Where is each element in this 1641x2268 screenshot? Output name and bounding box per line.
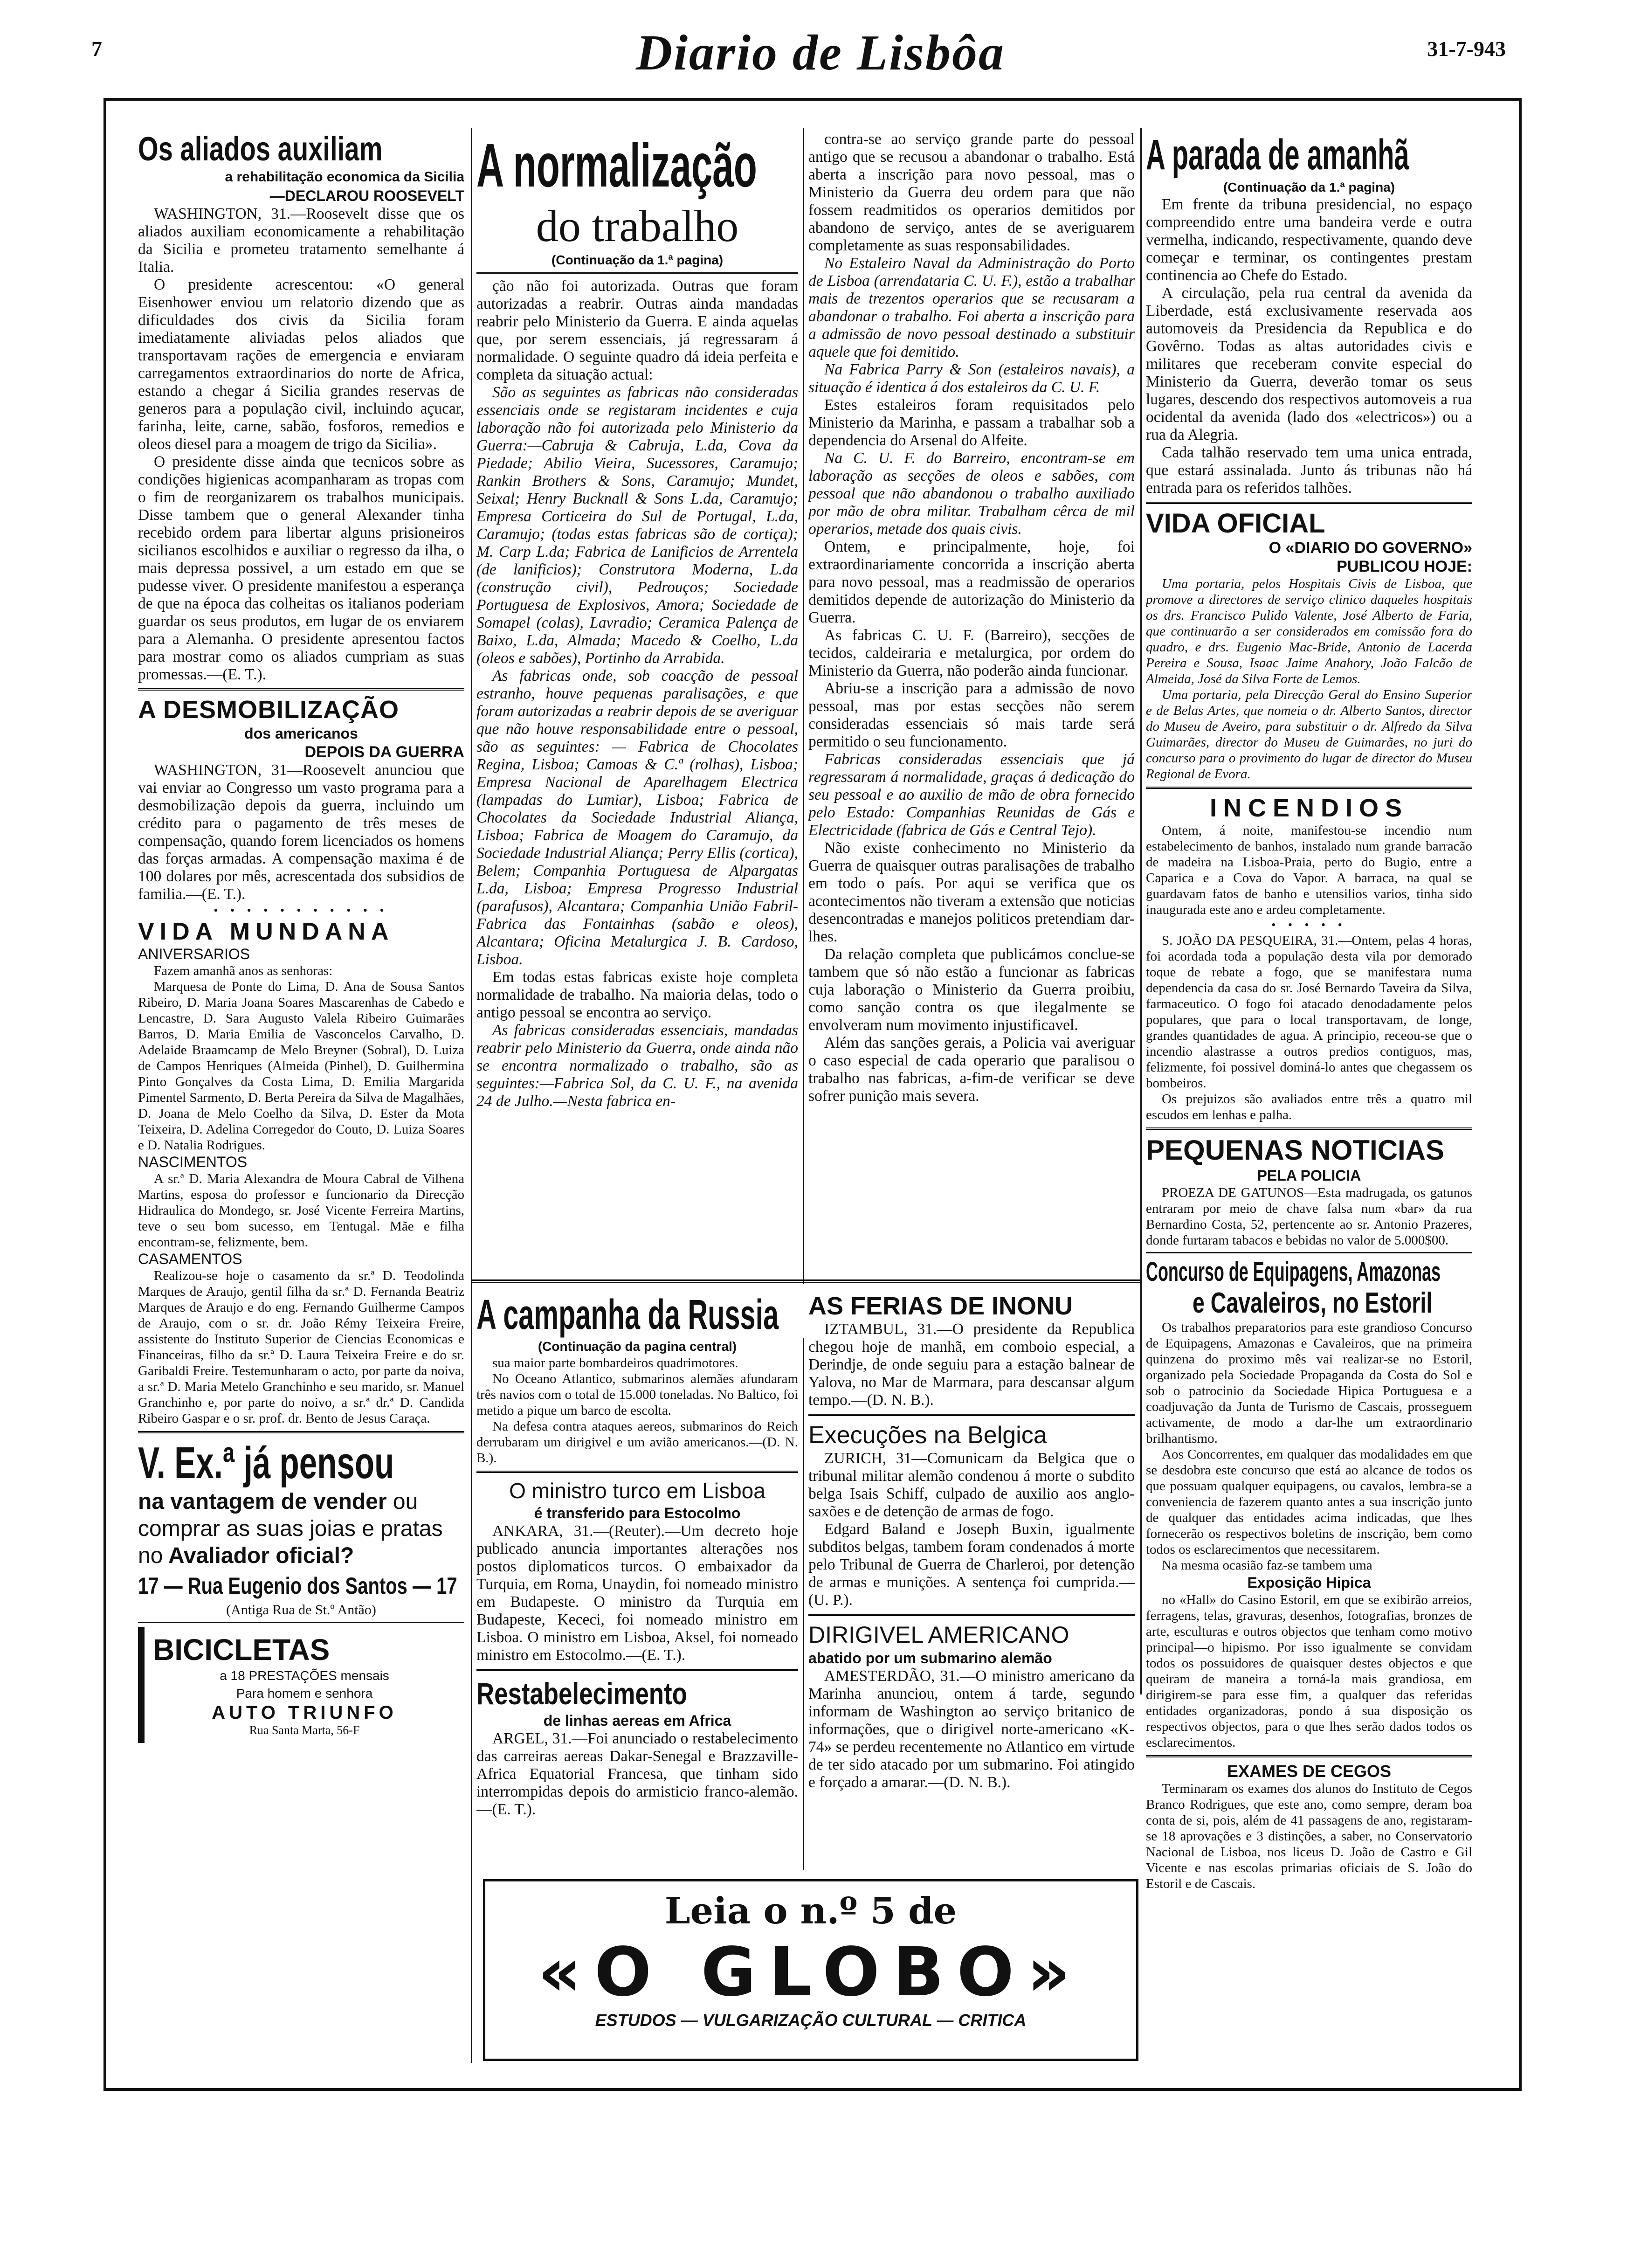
column-3-lower	[808, 1292, 1135, 1791]
ad-bicicletas-headline: BICICLETAS	[153, 1633, 330, 1666]
subhead-ministro-turco: é transferido para Estocolmo	[534, 1505, 741, 1521]
newspaper-title: Diario de Lisbôa	[636, 25, 1005, 81]
column-rule-3	[1140, 128, 1142, 1694]
paragraph: Na defesa contra ataques aereos, submarinos do Reich derrubaram um dirigivel e um avião americanos.—(D. N. B.).	[476, 1419, 798, 1466]
paragraph: AMESTERDÃO, 31.—O ministro americano da Marinha anunciou, ontem á tarde, segundo informam de Washington ao serviço britanico de informações, que o dirigivel norte-americano «K-74» se perdeu recentemente no Atlantico em virtude de ter sido atacado por um submarino. Foi atingido e forçado a amarar.—(D. N. B.).	[808, 1667, 1135, 1791]
paragraph: As fabricas consideradas essenciais, mandadas reabrir pelo Ministerio da Guerra, onde ainda não se encontra normalizado o trabalho, são as seguintes:—Fabrica Sol, da C. U. F., na avenida 24 de Julho.—Nesta fabrica en-	[476, 1022, 798, 1110]
article-parada	[1146, 131, 1472, 497]
article-concurso	[1146, 1257, 1472, 1750]
issue-date: 31-7-943	[1427, 37, 1506, 61]
paragraph: Da relação completa que publicámos conclue-se tambem que só não estão a funcionar as fabricas cuja laboração o Ministerio da Guerra proibiu, como sanção contra os que ilegalmente se envolveram num movimento injustificavel.	[808, 946, 1135, 1034]
headline-aliados: Os aliados auxiliam	[138, 131, 383, 168]
divider	[138, 1431, 464, 1433]
ad-bicicletas	[138, 1627, 464, 1743]
article-desmobilizacao	[138, 695, 464, 903]
ad-globo-title: «O GLOBO»	[538, 1933, 1083, 2011]
headline-normalizacao: A normalização	[476, 131, 757, 200]
article-inonu	[808, 1292, 1135, 1409]
paragraph: Uma portaria, pelos Hospitais Civis de Lisboa, que promove a directores de serviço clinico daqueles hospitais os drs. Francisco Pulido Valente, José Alberto de Faria, que continuarão a ser considerados em comissão fora do quadro, e drs. Eugenio Mac-Bride, Antonio de Lacerda Pereira e Sousa, Isaac Jaime Anahory, João Falcão de Almeida, José da Silva Forte de Lemos.	[1146, 576, 1472, 686]
paragraph: Aos Concorrentes, em qualquer das modalidades em que se desdobra este concurso que está ao alcance de todos os que possuam qualquer equipagens, ou cavalos, lembra-se a conveniencia de fazerem quanto antes a sua inscrição junto de qualquer das entidades acima indicadas, que lhes fornecerão os respectivos boletins de inscrição, bem como todos os esclarecimentos que necessitarem.	[1146, 1447, 1472, 1557]
ad-globo-line1: Leia o n.º 5 de	[664, 1890, 957, 1932]
divider-dots: • • • • •	[1271, 918, 1347, 932]
paragraph: Na mesma ocasião faz-se tambem uma	[1162, 1558, 1372, 1573]
paragraph: No Oceano Atlantico, submarinos alemães afundaram três navios com o total de 15.000 toneladas. No Baltico, foi metido a pique um barco de escolta.	[476, 1371, 798, 1418]
subhead-vida-oficial-1: O «DIARIO DO GOVERNO»	[1269, 539, 1472, 557]
paragraph: Na C. U. F. do Barreiro, encontram-se em laboração as secções de oleos e sabões, com pessoal que não abandonou o trabalho auxiliado por mão de obra militar. Trabalham cêrca de mil operarios, metade dos quais civis.	[808, 449, 1135, 538]
subhead-vida-oficial-2: PUBLICOU HOJE:	[1337, 558, 1472, 575]
headline-normalizacao-2: do trabalho	[536, 201, 739, 251]
paragraph: Uma portaria, pela Direcção Geral do Ensino Superior e de Belas Artes, que nomeia o dr. Alberto Santos, director do Museu de Aveiro, para substituir o dr. Alfredo da Silva Guimarães, director do Museu de Guimarães, no juri do concurso para o provimento do lugar de director do Museu Regional de Evora.	[1146, 687, 1472, 781]
divider	[1146, 787, 1472, 789]
headline-incendios: INCENDIOS	[1209, 794, 1409, 822]
divider	[1146, 1755, 1472, 1757]
band-divider	[471, 1279, 1140, 1283]
headline-concurso-1: Concurso de Equipagens, Amazonas	[1146, 1257, 1441, 1287]
divider	[1146, 1127, 1472, 1130]
article-restabelecimento	[476, 1676, 798, 1819]
column-4	[1146, 131, 1472, 1892]
divider	[1146, 1252, 1472, 1253]
subhead-desmobilizacao-1: dos americanos	[244, 725, 358, 742]
article-pequenas-noticias	[1146, 1134, 1472, 1248]
paragraph: Em frente da tribuna presidencial, no espaço compreendido entre uma bandeira verde e outra vermelha, indicando, respectivamente, quando deve começar e terminar, os contingentes prestam continencia ao Chefe do Estado.	[1146, 196, 1472, 284]
byline-aliados: —DECLAROU ROOSEVELT	[269, 187, 464, 204]
headline-ministro-turco: O ministro turco em Lisboa	[509, 1479, 765, 1503]
subhead-dirigivel: abatido por um submarino alemão	[808, 1650, 1052, 1666]
paragraph: Além das sanções gerais, a Policia vai averiguar o caso especial de cada operario que paralisou o trabalho nas fabricas, a-fim-de verificar se deve sofrer punição mais severa.	[808, 1034, 1135, 1105]
article-dirigivel	[808, 1621, 1135, 1791]
ad-avaliador-address: 17 — Rua Eugenio dos Santos — 17	[138, 1573, 457, 1599]
ad-avaliador-line2: comprar as suas joias e pratas no Avaliador oficial?	[138, 1516, 443, 1568]
ad-bicicletas-brand: AUTO TRIUNFO	[212, 1702, 397, 1723]
paragraph: Ontem, e principalmente, hoje, foi extraordinariamente concorrida a inscrição aberta para novo pessoal, mas a readmissão de operarios demitidos depende de autorização do Ministerio da Guerra.	[808, 538, 1135, 626]
headline-inonu: AS FERIAS DE INONU	[808, 1292, 1073, 1320]
paragraph: Edgard Baland e Joseph Buxin, igualmente subditos belgas, tambem foram condenados á morte pelo Tribunal de Guerra de Charleroi, por detenção de armas e munições. A sentença foi cumprida.—(U. P.).	[808, 1521, 1135, 1609]
paragraph: Ontem, á noite, manifestou-se incendio num estabelecimento de banhos, instalado num grande barracão de madeira na Lisboa-Praia, perto do Bugio, entre a Caparica e a Cova do Vapor. A barraca, na qual se guardavam fatos de banho e utensilios varios, tinha sido inaugurada este ano e ardeu completamente.	[1146, 823, 1472, 917]
article-aliados	[138, 131, 464, 684]
paragraph: Na Fabrica Parry & Son (estaleiros navais), a situação é identica á dos estaleiros da C. U. F.	[808, 361, 1135, 396]
divider	[808, 1614, 1135, 1616]
paragraph: As fabricas C. U. F. (Barreiro), secções de tecidos, caldeiraria e metalurgica, por ordem do Ministerio da Guerra, não poderão ainda funcionar.	[808, 627, 1135, 679]
paragraph: ção não foi autorizada. Outras que foram autorizadas a reabrir. Outras ainda mandadas reabrir pelo Ministerio da Guerra. E ainda aquelas que, por serem essenciais, já regressaram á normalidade. O seguinte quadro dá ideia perfeita e completa da situação actual:	[476, 277, 798, 383]
article-ministro-turco	[476, 1478, 798, 1664]
paragraph: As fabricas onde, sob coacção de pessoal estranho, houve pequenas paralisações, e que foram autorizadas a reabrir depois de se averiguar que não houve responsabilidade entre o pessoal, são as seguintes: — Fabrica de Chocolates Regina, Lisboa; Camoas & C.ª (rolhas), Lisboa; Empresa Nacional de Aparelhagem Electrica (lampadas do Lumiar), Lisboa; Fabrica de Chocolates da Sociedade Industrial Aliança, Lisboa; Fabrica de Moagem do Caramujo, da Sociedade Industrial Aliança; Perry Ellis (cortica), Belem; Companhia Portuguesa de Alpargatas L.da, Lisboa; Empresa Progresso Industrial (parafusos), Alcantara; Companhia União Fabril-Fabrica das Fontainhas (sabão e oleos), Alcantara; Oficina Metalurgica J. B. Cardoso, Lisboa.	[476, 667, 798, 968]
paragraph: WASHINGTON, 31—Roosevelt anunciou que vai enviar ao Congresso um vasto programa para a desmobilização depois da guerra, incluindo um crédito para o pagamento de três meses de compensação, quando forem licenciados os homens das forças armadas. A compensação maxima é de 100 dolares por mês, acrescentada dos subsidios de familia.—(E. T.).	[138, 761, 464, 903]
column-3	[808, 131, 1135, 1105]
headline-russia: A campanha da Russia	[476, 1292, 779, 1338]
section-casamentos: CASAMENTOS	[138, 1251, 242, 1267]
column-rule-2	[803, 128, 804, 1284]
column-1	[138, 131, 464, 1743]
paragraph: Estes estaleiros foram requisitados pelo Ministerio da Marinha, e passam a trabalhar sob a dependencia do Arsenal do Alfeite.	[808, 396, 1135, 449]
divider	[1146, 502, 1472, 504]
article-russia	[476, 1292, 798, 1466]
paragraph: S. JOÃO DA PESQUEIRA, 31.—Ontem, pelas 4 horas, foi acordada toda a população desta vila por demorado toque de rebate a fogo, que se manifestara numa dependencia da casa do sr. José Bernardo Taveira da Silva, farmaceutico. O fogo foi atacado denodadamente pelos populares, que para o local transportavam, de longe, grandes quantidades de agua. A principio, receou-se que o incendio alastrasse a outros predios contiguos, mas, felizmente, foi possivel dominá-lo antes que chegassem os bombeiros.	[1146, 933, 1472, 1091]
article-normalizacao-cont	[808, 131, 1135, 1105]
article-vida-oficial	[1146, 509, 1472, 782]
headline-restabelecimento: Restabelecimento	[476, 1676, 687, 1711]
subhead-restabelecimento: de linhas aereas em Africa	[543, 1712, 731, 1729]
ad-o-globo	[483, 1879, 1138, 2061]
paragraph: Cada talhão reservado tem uma unica entrada, que estará assinalada. Junto ás tribunas não há entrada para os referidos talhões.	[1146, 444, 1472, 497]
section-aniversarios: ANIVERSARIOS	[138, 946, 250, 962]
paragraph: Os trabalhos preparatorios para este grandioso Concurso de Equipagens, Amazonas e Cavaleiros, que na primeira quinzena do proximo mês vai realizar-se no Estoril, organizado pela Sociedade Propaganda da Costa do Sol e sob o patrocinio da Sociedade Hipica Portuguesa e a coadjuvação da Junta de Turismo de Cascais, prosseguem activamente, de modo a dar-lhe um extraordinario brilhantismo.	[1146, 1320, 1472, 1446]
page-number: 7	[91, 37, 102, 61]
subhead-aliados: a rehabilitação economica da Sicilia	[225, 169, 464, 185]
paragraph: ANKARA, 31.—(Reuter).—Um decreto hoje publicado anuncia importantes alterações nos postos diplomaticos turcos. O embaixador da Turquia, em Roma, Unaydin, foi nomeado ministro em Budapeste. O ministro da Turquia em Budapeste, Kececi, foi nomeado ministro em Lisboa. O ministro em Lisboa, Aksel, foi nomeado ministro em Estocolmo.—(E. T.).	[476, 1522, 798, 1664]
paragraph: sua maior parte bombardeiros quadrimotores.	[492, 1355, 738, 1370]
headline-exames-cegos: EXAMES DE CEGOS	[1227, 1762, 1392, 1781]
ad-avaliador-address-note: (Antiga Rua de St.º Antão)	[226, 1602, 376, 1618]
paragraph: contra-se ao serviço grande parte do pessoal antigo que se recusou a abandonar o trabalho. Está aberta a inscrição para novo pessoal, mas o Ministerio da Guerra deu ordem para que não fossem readmitidos os operarios demitidos por abandono de serviço, antes de se averiguarem completamente as suas responsabilidades.	[808, 131, 1135, 254]
headline-pequenas-noticias: PEQUENAS NOTICIAS	[1146, 1134, 1445, 1166]
paragraph: IZTAMBUL, 31.—O presidente da Republica chegou hoje de manhã, em comboio especial, a Derindje, de onde seguiu para a estação balnear de Yalova, no Mar de Marmara, para descansar algum tempo.—(D. N. B.).	[808, 1321, 1135, 1409]
article-belgica	[808, 1421, 1135, 1609]
paragraph: Os prejuizos são avaliados entre três a quatro mil escudos em lenhas e palha.	[1146, 1092, 1472, 1122]
ad-globo-tagline: ESTUDOS — VULGARIZAÇÃO CULTURAL — CRITICA	[595, 2011, 1027, 2030]
paragraph: O presidente acrescentou: «O general Eisenhower enviou um relatorio dizendo que as dificuldades dos civis da Sicilia foram imediatamente aliviadas pelos aliados que transportavam rações de emergencia e enviaram carregamentos extraordinarios do norte de Africa, estando a chegar á Sicilia grandes reservas de generos para a população civil, incluindo açucar, farinha, leite, carne, sabão, fosforos, remedios e oleos diesel para a moagem de trigo da Sicilia».	[138, 276, 464, 453]
divider	[476, 1669, 798, 1671]
headline-belgica: Execuções na Belgica	[808, 1422, 1047, 1449]
section-nascimentos: NASCIMENTOS	[138, 1154, 248, 1170]
ad-avaliador-headline: V. Ex.ª já pensou	[138, 1438, 394, 1488]
headline-concurso-2: e Cavaleiros, no Estoril	[1193, 1287, 1433, 1319]
ad-bicicletas-address: Rua Santa Marta, 56-F	[249, 1723, 360, 1737]
subhead-pela-policia: PELA POLICIA	[1257, 1167, 1361, 1184]
paragraph: Realizou-se hoje o casamento da sr.ª D. Teodolinda Marques de Araujo, gentil filha da sr.ª D. Fernanda Beatriz Marques de Araujo e do eng. Fernando Guilherme Campos de Araujo, com o sr. dr. João Rémy Teixeira Freire, assistente do Instituto Superior de Ciencias Economicas e Financeiras, filho da sr.ª D. Laura Teixeira Freire e do sr. Garibaldi Freire. Testemunharam o acto, por parte da noiva, a sr.ª D. Maria Metelo Granchinho e seu marido, sr. Manuel Granchinho e, por parte do noivo, a sr.ª dr.ª D. Candida Ribeiro Gaspar e o sr. prof. dr. Bento de Jesus Caraça.	[138, 1268, 464, 1426]
paragraph: A circulação, pela rua central da avenida da Liberdade, está exclusivamente reservada aos automoveis da Presidencia da Republica e do Govêrno. Todas as altas autoridades civis e militares que receberam convite especial do Ministerio da Guerra, deverão tomar os seus lugares, descendo dos respectivos automoveis a rua ocidental da avenida (lado dos «electricos») ou a rua da Alegria.	[1146, 284, 1472, 443]
ad-bicicletas-line2: Para homem e senhora	[236, 1686, 373, 1701]
paragraph: ARGEL, 31.—Foi anunciado o restabelecimento das carreiras aereas Dakar-Senegal e Brazzaville-Africa Equatorial Francesa, que tinham sido interrompidas depois do armisticio franco-alemão.—(E. T.).	[476, 1730, 798, 1818]
divider-dots: • • • • • • • • • • •	[214, 904, 389, 917]
continuation-note: (Continuação da 1.ª pagina)	[551, 253, 724, 267]
paragraph: O presidente disse ainda que tecnicos sobre as condições higienicas acompanharam as tropas com o fim de reorganizarem os trabalhos municipais. Disse tambem que o general Alexander tinha recebido ordem para libertar alguns prisioneiros sicilianos escolhidos e auxiliar o regresso da ilha, o mais depressa possivel, a um estado em que se pudesse viver. O presidente manifestou a esperança de que na época das colheitas os italianos poderiam guardar os seus produtos, em lugar de os enviarem para a Alemanha. O presidente apresentou factos para mostrar como os aliados cumpriam as suas promessas.—(E. T.).	[138, 453, 464, 683]
paragraph: Terminaram os exames dos alunos do Instituto de Cegos Branco Rodrigues, que este ano, como sempre, deram boa conta de si, pois, além de 41 passagens de ano, registaram-se 18 aprovações e 3 distinções, a saber, no Conservatorio Nacional de Lisboa, nos liceus D. João de Castro e Gil Vicente e nas escolas primarias oficiais de S. João do Estoril e de Cascais.	[1146, 1781, 1472, 1891]
masthead	[0, 0, 1641, 93]
paragraph: Não existe conhecimento no Ministerio da Guerra de quaisquer outras paralisações de trabalho em todo o país. Por aqui se verifica que os acontecimentos não tiveram a extensão que noticias desencontradas e manejos politicos pretendiam dar-lhes.	[808, 839, 1135, 945]
headline-parada: A parada de amanhã	[1146, 131, 1409, 179]
paragraph: Abriu-se a inscrição para a admissão de novo pessoal, mas por estas secções não serem consideradas essenciais só mais tarde será permitido o seu funcionamento.	[808, 680, 1135, 750]
paragraph: Fabricas consideradas essenciais que já regressaram á normalidade, graças á dedicação do seu pessoal e ao auxilio de mão de obra fornecido pelo Estado: Companhias Reunidas de Gás e Electricidade (fabrica de Gás e Central Tejo).	[808, 751, 1135, 839]
headline-vida-mundana: VIDA MUNDANA	[138, 918, 394, 945]
subhead-desmobilizacao-2: DEPOIS DA GUERRA	[304, 743, 464, 761]
paragraph: São as seguintes as fabricas não consideradas essenciais onde se registaram incidentes e cuja laboração não foi autorizada pelo Ministerio da Guerra:—Cabruja & Cabruja, L.da, Cova da Piedade; Abilio Vieira, Sucessores, Caramujo; Rankin Brothers & Sons, Caramujo; Mundet, Seixal; Henry Bucknall & Sons L.da, Caramujo; Empresa Corticeira do Sul de Portugal, L.da, Caramujo; (todas estas fabricas são de cortiça); M. Carp L.da; Fabrica de Lanificios de Arrentela (de lanificios); Construtora Moderna, L.da (construção civil), Pedrouços; Sociedade Portuguesa de Explosivos, Amora; Sociedade de Somapel (colas), Lavradio; Ceramica Palença de Baixo, L.da, Almada; Macedo & Coelho, L.da (oleos e sabões), Portinho da Arrabida.	[476, 384, 798, 667]
column-2-lower	[476, 1292, 798, 1819]
article-normalizacao	[476, 131, 798, 1110]
ad-avaliador-line1: na vantagem de vender ou	[138, 1489, 418, 1514]
paragraph: PROEZA DE GATUNOS—Esta madrugada, os gatunos entraram por meio de chave falsa num «bar» da rua Bernardino Costa, 52, pertencente ao sr. Antonio Prazeres, donde furtaram tabacos e bebidas no valor de 5.000$00.	[1146, 1185, 1472, 1248]
article-incendios	[1146, 794, 1472, 1123]
headline-vida-oficial: VIDA OFICIAL	[1146, 508, 1325, 539]
paragraph: ZURICH, 31—Comunicam da Belgica que o tribunal militar alemão condenou á morte o subdito belga Isais Schiff, culpado de auxilio aos anglo-saxões e de detenção de armas de fogo.	[808, 1450, 1135, 1520]
continuation-note: (Continuação da 1.ª pagina)	[1223, 180, 1395, 194]
headline-dirigivel: DIRIGIVEL AMERICANO	[808, 1622, 1069, 1648]
column-rule-1	[471, 128, 472, 2063]
ad-avaliador	[138, 1438, 464, 1618]
column-rule-2b	[803, 1338, 804, 1870]
subhead-exposicao-hipica: Exposição Hipica	[1247, 1574, 1371, 1591]
paragraph: Em todas estas fabricas existe hoje completa normalidade de trabalho. Na maioria delas, todo o antigo pessoal se encontra ao serviço.	[476, 968, 798, 1021]
divider	[808, 1414, 1135, 1416]
paragraph: Marquesa de Ponte do Lima, D. Ana de Sousa Santos Ribeiro, D. Maria Joana Soares Mascarenhas de Cabedo e Lencastre, D. Sara Augusto Valela Ribeiro Guimarães Barros, D. Maria Emilia de Vasconcelos Carvalho, D. Adelaide Braamcamp de Melo Breyner (Sobral), D. Luiza de Campos Henriques (Almeida (Pinhel), D. Guilhermina Pinto Gonçalves da Costa Lima, D. Emilia Margarida Pimentel Sarmento, D. Berta Pereira da Silva de Magalhães, D. Joana de Melo Coelho da Silva, D. Ester da Mota Teixeira, D. Adelina Corregedor do Couto, D. Luiza Soares e D. Natalia Rodrigues.	[138, 979, 464, 1153]
paragraph: no «Hall» do Casino Estoril, em que se exibirão arreios, ferragens, telas, gravuras, desenhos, fotografias, bronzes de arte, esculturas e outros objectos que tenham como motivo principal—o hipismo. Por isso igualmente se convidam todos os possuidores de quaisquer destes objectos e que queiram de maneira a torná-la mais grandiosa, em dirigirem-se para esse fim, a qualquer das referidas entidades organizadoras, pondo á sua disposição os respectivos objectos, para o que lhes serão dados todos os esclarecimentos.	[1146, 1592, 1472, 1750]
divider	[476, 1471, 798, 1473]
article-exames-cegos	[1146, 1762, 1472, 1892]
paragraph: No Estaleiro Naval da Administração do Porto de Lisboa (arrendataria C. U. F.), estão a trabalhar mais de trezentos operarios que se recusaram a abandonar o trabalho. Foi aberta a inscrição para a admissão de novo pessoal destinado a substituir aquele que foi demitido.	[808, 255, 1135, 360]
paragraph: Fazem amanhã anos as senhoras:	[154, 963, 333, 978]
paragraph: A sr.ª D. Maria Alexandra de Moura Cabral de Vilhena Martins, esposa do professor e funcionario da Direcção Hidraulica do Mondego, sr. José Vicente Ferreira Martins, teve o seu bom sucesso, em Tentugal. Mãe e filha encontram-se, felizmente, bem.	[138, 1171, 464, 1250]
column-2	[476, 131, 798, 1110]
divider	[138, 1622, 464, 1623]
ad-bicicletas-line1: a 18 PRESTAÇÕES mensais	[220, 1668, 389, 1683]
divider	[476, 272, 798, 274]
divider	[138, 688, 464, 691]
paragraph: WASHINGTON, 31.—Roosevelt disse que os aliados auxiliam economicamente a rehabilitação da Sicilia e prometeu tratamento semelhante á Italia.	[138, 205, 464, 276]
continuation-note: (Continuação da pagina central)	[538, 1339, 737, 1354]
headline-desmobilizacao: A DESMOBILIZAÇÃO	[138, 696, 399, 724]
article-vida-mundana	[138, 918, 464, 1426]
